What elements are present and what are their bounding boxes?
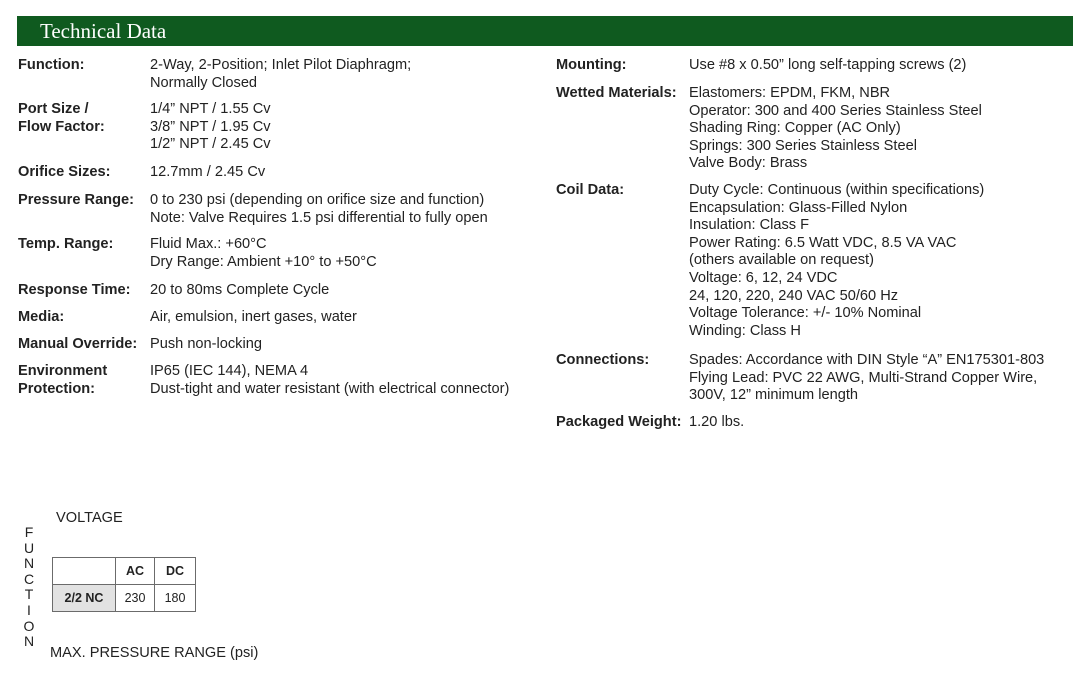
spec-label bbox=[556, 352, 649, 370]
spec-value bbox=[689, 57, 966, 75]
max-pressure-caption: MAX. PRESSURE RANGE (psi) bbox=[50, 645, 259, 661]
cell-dc-pressure: 180 bbox=[155, 585, 196, 612]
spec-value bbox=[150, 336, 262, 354]
spec-value-line: 1/2” NPT / 2.45 Cv bbox=[150, 136, 271, 153]
spec-label bbox=[18, 164, 110, 182]
spec-value-line: Power Rating: 6.5 Watt VDC, 8.5 VA VAC bbox=[689, 234, 957, 251]
spec-value-line: 12.7mm / 2.45 Cv bbox=[150, 164, 266, 180]
spec-value bbox=[150, 192, 488, 227]
spec-value-line: Insulation: Class F bbox=[689, 217, 810, 234]
spec-value-line: 2-Way, 2-Position; Inlet Pilot Diaphragm; bbox=[150, 57, 412, 73]
spec-label bbox=[18, 236, 113, 254]
spec-value-line: Valve Body: Brass bbox=[689, 155, 808, 172]
spec-value bbox=[150, 363, 509, 398]
spec-label-line: Manual Override: bbox=[18, 336, 138, 352]
spec-label bbox=[18, 309, 64, 327]
function-letter: N bbox=[23, 633, 35, 650]
column-header-ac: AC bbox=[116, 558, 155, 585]
spec-label bbox=[18, 57, 84, 75]
spec-label-line: Response Time: bbox=[18, 282, 131, 298]
spec-value bbox=[689, 85, 982, 173]
spec-value-line: Dry Range: Ambient +10° to +50°C bbox=[150, 253, 377, 270]
spec-value-line: Voltage Tolerance: +/- 10% Nominal bbox=[689, 305, 922, 322]
pressure-table bbox=[52, 557, 196, 612]
function-letter: N bbox=[23, 555, 35, 572]
page-title: Technical Data bbox=[40, 19, 167, 43]
spec-value-line: Fluid Max.: +60°C bbox=[150, 236, 267, 252]
spec-value-line: Shading Ring: Copper (AC Only) bbox=[689, 120, 901, 137]
function-vertical-label bbox=[22, 525, 36, 650]
spec-value-line: 3/8” NPT / 1.95 Cv bbox=[150, 118, 271, 135]
spec-label-line: Coil Data: bbox=[556, 182, 625, 198]
spec-value-line: 300V, 12” minimum length bbox=[689, 387, 859, 404]
spec-label-line: Orifice Sizes: bbox=[18, 164, 111, 180]
spec-value-line: Elastomers: EPDM, FKM, NBR bbox=[689, 85, 891, 101]
function-letter: F bbox=[24, 524, 34, 540]
spec-value-line: Push non-locking bbox=[150, 336, 262, 352]
spec-label-line: Connections: bbox=[556, 352, 650, 368]
spec-value-line: Springs: 300 Series Stainless Steel bbox=[689, 137, 917, 154]
spec-value bbox=[689, 182, 984, 340]
spec-value-line: Note: Valve Requires 1.5 psi differential to fully open bbox=[150, 209, 488, 226]
spec-value-line: Air, emulsion, inert gases, water bbox=[150, 309, 357, 325]
spec-value bbox=[150, 101, 271, 154]
spec-value bbox=[150, 309, 357, 327]
spec-label bbox=[556, 57, 627, 75]
spec-value bbox=[689, 414, 744, 432]
spec-value-line: Duty Cycle: Continuous (within specifications) bbox=[689, 182, 985, 198]
function-letter: I bbox=[27, 601, 31, 618]
spec-label-line: Wetted Materials: bbox=[556, 85, 677, 101]
column-header-dc: DC bbox=[155, 558, 196, 585]
header-banner bbox=[17, 16, 1073, 46]
spec-value bbox=[150, 57, 411, 92]
spec-label-line: Flow Factor: bbox=[18, 118, 105, 135]
spec-label-line: Media: bbox=[18, 309, 65, 325]
spec-label-line: Mounting: bbox=[556, 57, 627, 73]
spec-label bbox=[18, 282, 130, 300]
spec-label-line: Packaged Weight: bbox=[556, 414, 682, 430]
spec-value-line: Dust-tight and water resistant (with electrical connector) bbox=[150, 380, 510, 397]
spec-value-line: 20 to 80ms Complete Cycle bbox=[150, 282, 330, 298]
spec-value-line: IP65 (IEC 144), NEMA 4 bbox=[150, 363, 309, 379]
spec-value-line: Flying Lead: PVC 22 AWG, Multi-Strand Copper Wire, bbox=[689, 369, 1038, 386]
spec-label bbox=[556, 414, 681, 432]
spec-label-line: Pressure Range: bbox=[18, 192, 134, 208]
spec-value-line: 1/4” NPT / 1.55 Cv bbox=[150, 101, 271, 117]
spec-label bbox=[556, 182, 624, 200]
spec-value bbox=[150, 164, 265, 182]
spec-label bbox=[556, 85, 677, 103]
spec-value-line: Operator: 300 and 400 Series Stainless Steel bbox=[689, 102, 982, 119]
spec-value-line: (others available on request) bbox=[689, 252, 874, 269]
spec-label-line: Port Size / bbox=[18, 101, 89, 117]
spec-value-line: Winding: Class H bbox=[689, 322, 801, 339]
spec-value-line: 1.20 lbs. bbox=[689, 414, 745, 430]
spec-label bbox=[18, 192, 134, 210]
function-letter: T bbox=[24, 586, 34, 603]
voltage-label: VOLTAGE bbox=[56, 510, 123, 526]
pressure-table-header-row bbox=[53, 558, 196, 585]
spec-label-line: Environment bbox=[18, 363, 108, 379]
spec-value-line: 0 to 230 psi (depending on orifice size and function) bbox=[150, 192, 485, 208]
spec-value bbox=[150, 236, 377, 271]
spec-value bbox=[150, 282, 329, 300]
spec-value-line: 24, 120, 220, 240 VAC 50/60 Hz bbox=[689, 287, 899, 304]
cell-ac-pressure: 230 bbox=[116, 585, 155, 612]
table-row bbox=[53, 585, 196, 612]
spec-value-line: Use #8 x 0.50” long self-tapping screws (2) bbox=[689, 57, 967, 73]
spec-label bbox=[18, 336, 137, 354]
spec-label-line: Temp. Range: bbox=[18, 236, 114, 252]
spec-value-line: Spades: Accordance with DIN Style “A” EN175301-803 bbox=[689, 352, 1045, 368]
pressure-table-corner bbox=[53, 558, 116, 585]
spec-label bbox=[18, 101, 105, 136]
spec-value-line: Encapsulation: Glass-Filled Nylon bbox=[689, 199, 908, 216]
spec-label-line: Protection: bbox=[18, 380, 96, 397]
function-letter: C bbox=[23, 570, 35, 587]
function-letter: O bbox=[23, 617, 35, 634]
spec-label bbox=[18, 363, 107, 398]
spec-value bbox=[689, 352, 1044, 405]
spec-value-line: Voltage: 6, 12, 24 VDC bbox=[689, 269, 838, 286]
function-letter: U bbox=[23, 539, 35, 556]
spec-value-line: Normally Closed bbox=[150, 74, 258, 91]
row-label-function: 2/2 NC bbox=[53, 585, 116, 612]
spec-label-line: Function: bbox=[18, 57, 85, 73]
